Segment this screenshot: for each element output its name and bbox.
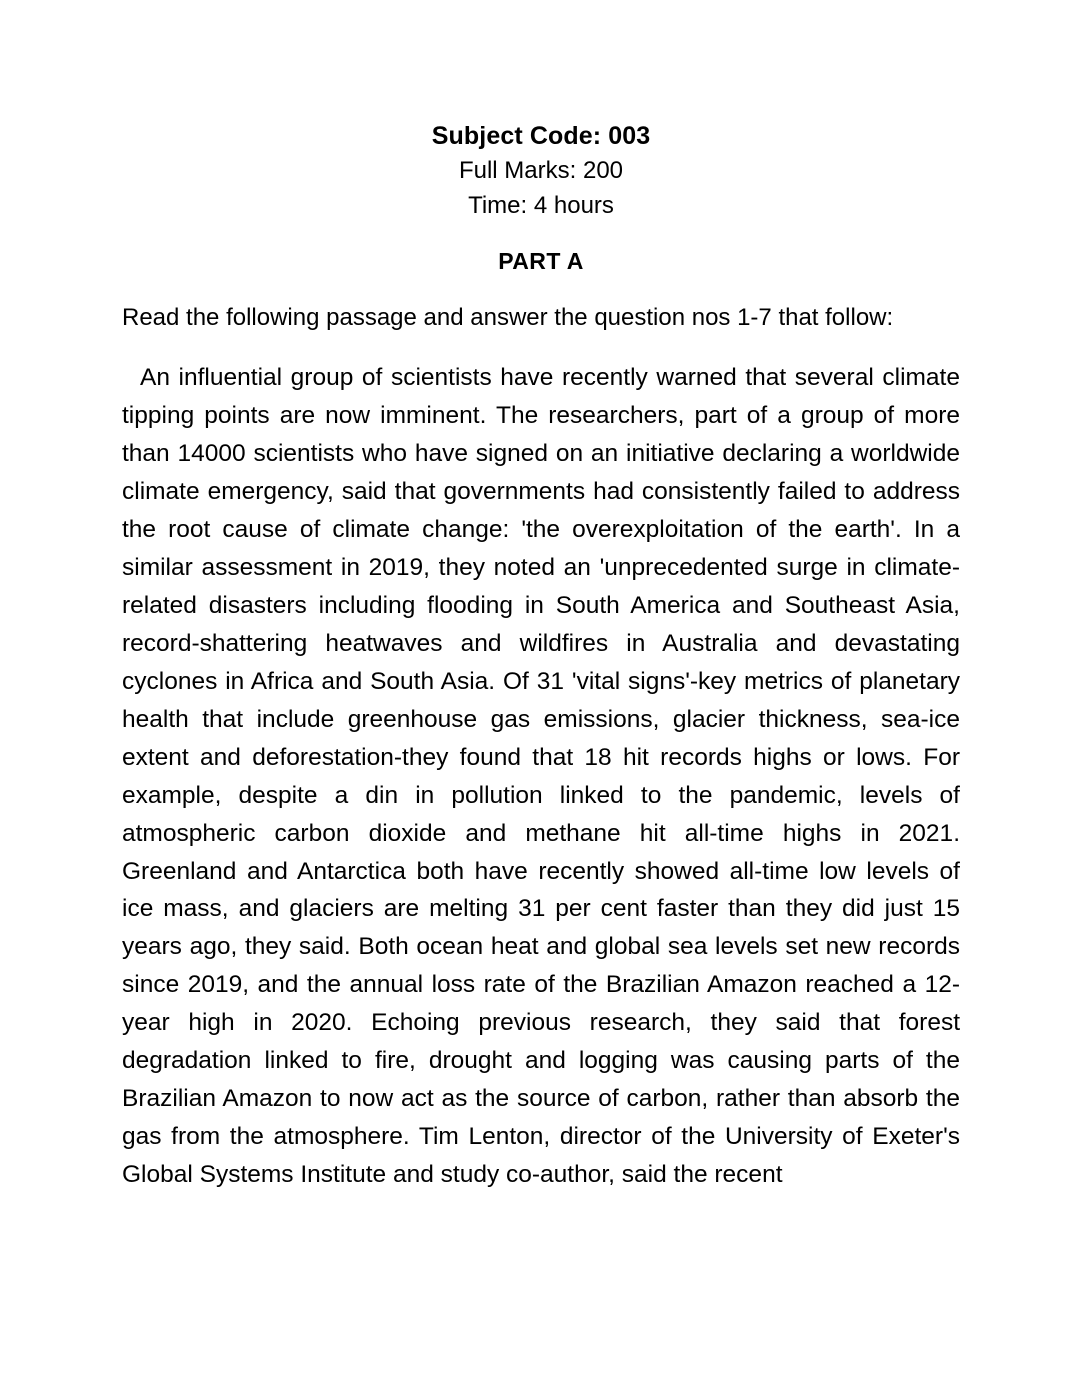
subject-code: Subject Code: 003 <box>431 122 651 150</box>
part-title: PART A <box>498 247 584 274</box>
exam-header <box>122 118 960 224</box>
exam-duration: Time: 4 hours <box>468 192 614 220</box>
instruction-text: Read the following passage and answer the question nos 1-7 that follow: <box>122 303 894 331</box>
passage-text: An influential group of scientists have recently warned that several climate tipping points are now imminent. The researchers, part of a group of more than 14000 scientists who have signed on an initiative declaring a worldwide climate emergency, said that governments had consistently failed to address the root cause of climate change: 'the overexploitation of the earth'. In a similar assessment in 2019, they noted an 'unprecedented surge in climate-related disasters including flooding in South America and Southeast Asia, record-shattering heatwaves and wildfires in Australia and devastating cyclones in Africa and South Asia. Of 31 'vital signs'-key metrics of planetary health that include greenhouse gas emissions, glacier thickness, sea-ice extent and deforestation-they found that 18 hit records highs or lows. For example, despite a din in pollution linked to the pandemic, levels of atmospheric carbon dioxide and methane hit all-time highs in 2021. Greenland and Antarctica both have recently showed all-time low levels of ice mass, and glaciers are melting 31 per cent faster than they did just 15 years ago, they said. Both ocean heat and global sea levels set new records since 2019, and the annual loss rate of the Brazilian Amazon reached a 12-year high in 2020. Echoing previous research, they said that forest degradation linked to fire, drought and logging was causing parts of the Brazilian Amazon to now act as the source of carbon, rather than absorb the gas from the atmosphere. Tim Lenton, director of the University of Exeter's Global Systems Institute and study co-author, said the recent <box>122 363 960 1189</box>
full-marks: Full Marks: 200 <box>458 157 624 185</box>
